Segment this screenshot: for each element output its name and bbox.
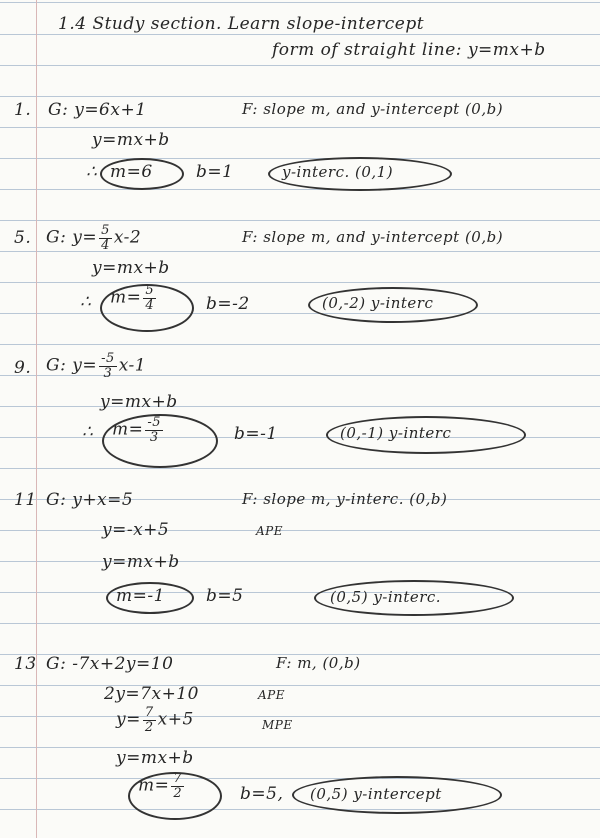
solve-step-1: 2y=7x+10 bbox=[104, 684, 199, 704]
problem-number: 9. bbox=[14, 358, 32, 378]
find-statement: F: slope m, y-interc. (0,b) bbox=[242, 490, 448, 508]
header-line-2: form of straight line: y=mx+b bbox=[272, 40, 546, 60]
find-statement: F: slope m, and y-intercept (0,b) bbox=[242, 228, 504, 246]
slope-answer: m=-1 bbox=[116, 586, 165, 606]
y-intercept-answer: (0,-2) y-interc bbox=[322, 294, 434, 312]
slope-intercept-form: y=mx+b bbox=[92, 130, 170, 150]
given-equation: G: y+x=5 bbox=[46, 490, 134, 510]
step-1-note: APE bbox=[258, 688, 285, 702]
problem-number: 13 bbox=[14, 654, 37, 674]
slope-intercept-form: y=mx+b bbox=[100, 392, 178, 412]
solve-step-1: y=-x+5 bbox=[102, 520, 170, 540]
given-equation: G: y=6x+1 bbox=[48, 100, 147, 120]
step-2-fraction: $\frac{7}{2}$ bbox=[144, 705, 154, 735]
slope-answer: m= $\frac{-5}{3}$ bbox=[112, 415, 162, 445]
intercept-b-value: b=-1 bbox=[234, 424, 278, 444]
slope-answer: m=6 bbox=[110, 162, 153, 182]
slope-intercept-form: y=mx+b bbox=[116, 748, 194, 768]
slope-fraction: $\frac{-5}{3}$ bbox=[147, 415, 162, 445]
slope-fraction: $\frac{5}{4}$ bbox=[145, 283, 155, 313]
find-statement: F: m, (0,b) bbox=[276, 654, 361, 672]
find-statement: F: slope m, and y-intercept (0,b) bbox=[242, 100, 504, 118]
step-2-note: MPE bbox=[262, 718, 293, 732]
solve-step-2: y= $\frac{7}{2}$ x+5 bbox=[116, 705, 194, 735]
intercept-b-value: b=1 bbox=[196, 162, 234, 182]
therefore-symbol: ∴ bbox=[80, 292, 92, 312]
step-1-note: APE bbox=[256, 524, 283, 538]
slope-answer: m= $\frac{7}{2}$ bbox=[138, 771, 183, 801]
slope-fraction: $\frac{7}{2}$ bbox=[173, 771, 183, 801]
slope-answer: m= $\frac{5}{4}$ bbox=[110, 283, 155, 313]
y-intercept-answer: (0,5) y-interc. bbox=[330, 588, 442, 606]
given-equation: G: -7x+2y=10 bbox=[46, 654, 174, 674]
problem-number: 11 bbox=[14, 490, 37, 510]
problem-number: 5. bbox=[14, 228, 32, 248]
intercept-b-value: b=-2 bbox=[206, 294, 250, 314]
given-equation: G: y= $\frac{-5}{3}$ x-1 bbox=[46, 351, 147, 381]
given-fraction: $\frac{5}{4}$ bbox=[101, 223, 110, 253]
intercept-b-value: b=5, bbox=[240, 784, 284, 804]
y-intercept-answer: (0,-1) y-interc bbox=[340, 424, 452, 442]
given-equation: G: y= $\frac{5}{4}$ x-2 bbox=[46, 223, 142, 253]
given-fraction: $\frac{-5}{3}$ bbox=[101, 351, 115, 381]
therefore-symbol: ∴ bbox=[82, 422, 94, 442]
header-line-1: 1.4 Study section. Learn slope-intercept bbox=[58, 14, 425, 34]
y-intercept-answer: (0,5) y-intercept bbox=[310, 785, 442, 803]
problem-number: 1. bbox=[14, 100, 32, 120]
therefore-symbol: ∴ bbox=[86, 162, 98, 182]
intercept-b-value: b=5 bbox=[206, 586, 244, 606]
slope-intercept-form: y=mx+b bbox=[102, 552, 180, 572]
slope-intercept-form: y=mx+b bbox=[92, 258, 170, 278]
margin-line bbox=[36, 0, 37, 838]
y-intercept-answer: y-interc. (0,1) bbox=[282, 163, 394, 181]
